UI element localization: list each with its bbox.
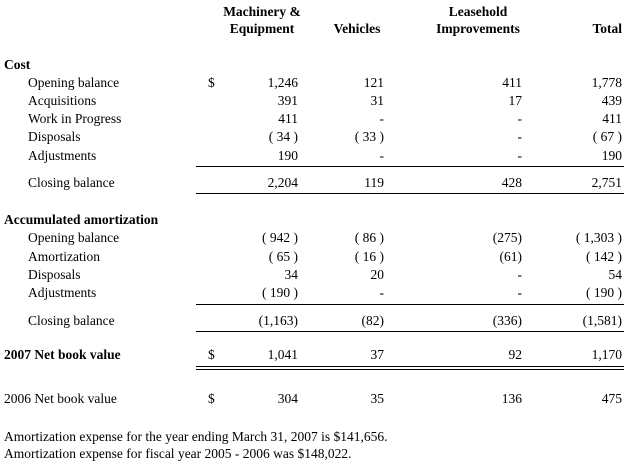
cost-total-rule	[196, 193, 624, 194]
cell-total: 54	[608, 267, 622, 282]
amort-total-rule	[196, 331, 624, 332]
cell-total: 411	[602, 111, 622, 126]
cell-vehicles: (82)	[361, 313, 384, 328]
header-leasehold-line2: Improvements	[436, 21, 520, 36]
cell-leasehold: 428	[501, 175, 522, 190]
cell-vehicles: -	[379, 111, 384, 126]
cell-machinery: ( 942 )	[262, 230, 298, 245]
row-label: Disposals	[28, 129, 81, 144]
cell-leasehold: -	[517, 129, 522, 144]
cell-leasehold: (275)	[492, 230, 522, 245]
cell-vehicles: 119	[364, 175, 384, 190]
cell-leasehold: (61)	[499, 249, 522, 264]
cell-leasehold: -	[517, 285, 522, 300]
row-label: Work in Progress	[28, 111, 122, 126]
dollar-sign: $	[208, 347, 215, 362]
nbv-double-rule-top	[196, 366, 624, 367]
cell-machinery: 391	[277, 93, 298, 108]
cell-leasehold: 136	[501, 391, 522, 406]
cell-total: 439	[601, 93, 622, 108]
cell-total: 190	[601, 148, 622, 163]
header-machinery-line1: Machinery &	[223, 4, 301, 19]
cell-vehicles: -	[379, 285, 384, 300]
cell-machinery: 34	[284, 267, 298, 282]
cell-leasehold: -	[517, 267, 522, 282]
section-title-cost: Cost	[4, 57, 31, 72]
cell-vehicles: 35	[370, 391, 384, 406]
note-2006: Amortization expense for fiscal year 2005 - 2006 was $148,022.	[4, 446, 352, 461]
cell-total: 1,170	[591, 347, 622, 362]
cell-total: (1,581)	[582, 313, 622, 328]
cell-total: 1,778	[591, 75, 622, 90]
cell-vehicles: ( 86 )	[354, 230, 384, 245]
row-label: Amortization	[28, 249, 100, 264]
cell-machinery: ( 190 )	[262, 285, 298, 300]
header-vehicles: Vehicles	[333, 21, 381, 36]
row-label: Closing balance	[28, 175, 115, 190]
dollar-sign: $	[208, 391, 215, 406]
cell-machinery: 304	[277, 391, 298, 406]
cell-vehicles: ( 33 )	[354, 129, 384, 144]
cell-machinery: ( 65 )	[268, 249, 298, 264]
cell-vehicles: ( 16 )	[354, 249, 384, 264]
note-2007: Amortization expense for the year ending March 31, 2007 is $141,656.	[4, 429, 388, 444]
row-label: Acquisitions	[28, 93, 97, 108]
row-label: Opening balance	[28, 75, 120, 90]
cell-total: 475	[601, 391, 622, 406]
cell-vehicles: 37	[370, 347, 384, 362]
cell-machinery: 1,246	[267, 75, 298, 90]
row-label: Disposals	[28, 267, 81, 282]
cell-total: ( 142 )	[586, 249, 622, 264]
cell-total: ( 190 )	[586, 285, 622, 300]
cost-subtotal-rule	[196, 166, 624, 167]
cell-machinery: (1,163)	[258, 313, 298, 328]
header-leasehold-line1: Leasehold	[448, 4, 508, 19]
row-label: Closing balance	[28, 313, 115, 328]
header-total: Total	[592, 21, 622, 36]
cell-leasehold: -	[517, 111, 522, 126]
section-title-amortization: Accumulated amortization	[4, 212, 159, 227]
row-label: Opening balance	[28, 230, 120, 245]
amort-subtotal-rule	[196, 304, 624, 305]
header-machinery-line2: Equipment	[229, 21, 295, 36]
cell-machinery: 190	[277, 148, 298, 163]
cell-leasehold: 411	[502, 75, 522, 90]
row-label: 2007 Net book value	[4, 347, 121, 362]
cell-leasehold: 17	[508, 93, 522, 108]
cell-vehicles: -	[379, 148, 384, 163]
cell-total: ( 1,303 )	[575, 230, 622, 245]
cell-leasehold: -	[517, 148, 522, 163]
dollar-sign: $	[208, 75, 215, 90]
cell-total: 2,751	[591, 175, 622, 190]
cell-vehicles: 31	[370, 93, 384, 108]
row-label: Adjustments	[28, 148, 97, 163]
cell-vehicles: 20	[370, 267, 384, 282]
cell-machinery: 2,204	[267, 175, 298, 190]
row-label: 2006 Net book value	[4, 391, 117, 406]
cell-total: ( 67 )	[592, 129, 622, 144]
cell-machinery: 411	[278, 111, 298, 126]
cell-leasehold: 92	[508, 347, 522, 362]
nbv-double-rule-bottom	[196, 369, 624, 370]
cell-leasehold: (336)	[492, 313, 522, 328]
cell-machinery: 1,041	[267, 347, 298, 362]
cell-vehicles: 121	[363, 75, 384, 90]
cell-machinery: ( 34 )	[268, 129, 298, 144]
row-label: Adjustments	[28, 285, 97, 300]
